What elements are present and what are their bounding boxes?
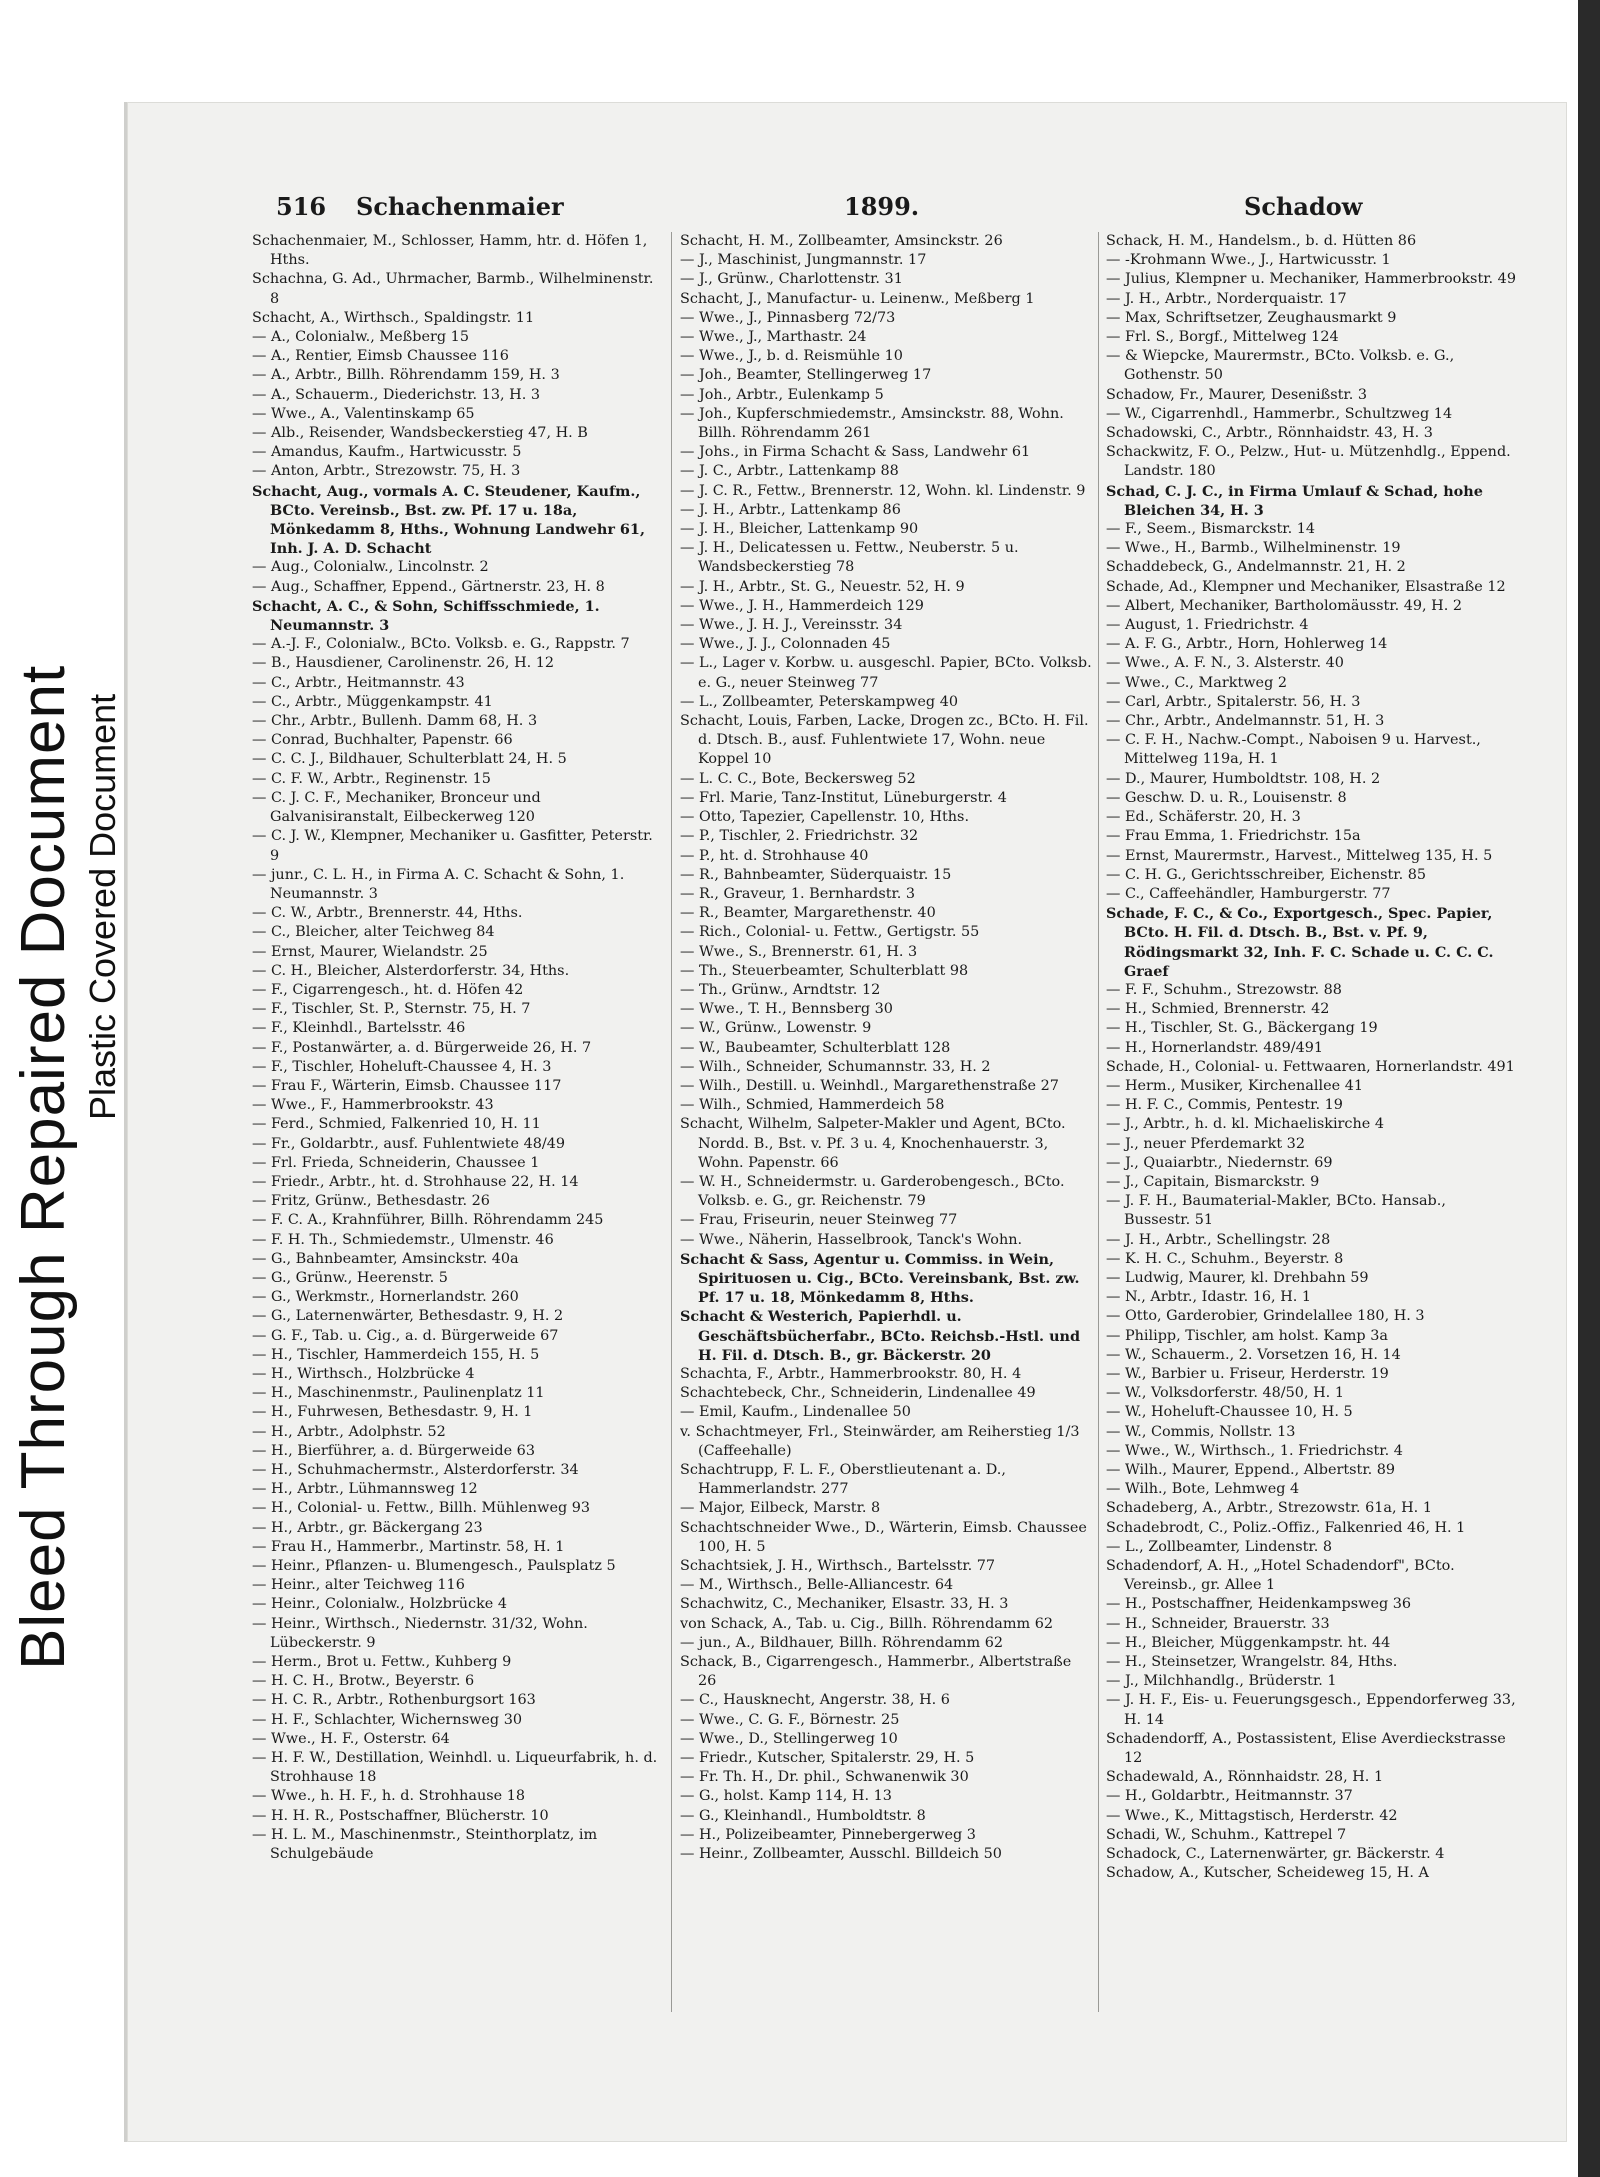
directory-entry: — G., Laternenwärter, Bethesdastr. 9, H. 2 bbox=[252, 1308, 564, 1325]
directory-entry: — C. F. W., Arbtr., Reginenstr. 15 bbox=[252, 770, 491, 787]
directory-entry: — L., Zollbeamter, Lindenstr. 8 bbox=[1106, 1538, 1333, 1555]
directory-entry: — J. H., Delicatessen u. Fettw., Neuberstr. 5 u. Wandsbeckerstieg 78 bbox=[680, 540, 1019, 576]
directory-entry: — Heinr., Colonialw., Holzbrücke 4 bbox=[252, 1596, 508, 1613]
directory-entry: — C. J. W., Klempner, Mechaniker u. Gasfitter, Peterstr. 9 bbox=[252, 828, 653, 864]
directory-entry: — Aug., Schaffner, Eppend., Gärtnerstr. 23, H. 8 bbox=[252, 578, 605, 595]
directory-entry: — R., Beamter, Margarethenstr. 40 bbox=[680, 905, 936, 922]
directory-entry: — Wwe., K., Mittagstisch, Herderstr. 42 bbox=[1106, 1807, 1398, 1824]
directory-entry: — F. F., Schuhm., Strezowstr. 88 bbox=[1106, 981, 1342, 998]
page-header bbox=[124, 192, 1564, 232]
directory-entry: — G. F., Tab. u. Cig., a. d. Bürgerweide 67 bbox=[252, 1327, 559, 1344]
scan-condition-label-secondary: Plastic Covered Document bbox=[82, 693, 123, 1120]
directory-entry: — W., Hoheluft-Chaussee 10, H. 5 bbox=[1106, 1404, 1353, 1421]
directory-entry: — H., Arbtr., Lühmannsweg 12 bbox=[252, 1481, 478, 1498]
directory-entry: — Wwe., C. G. F., Börnestr. 25 bbox=[680, 1711, 900, 1728]
directory-entry: — W., Grünw., Lowenstr. 9 bbox=[680, 1020, 872, 1037]
directory-entry: — F., Seem., Bismarckstr. 14 bbox=[1106, 521, 1316, 538]
directory-entry: — F., Kleinhdl., Bartelsstr. 46 bbox=[252, 1020, 466, 1037]
directory-entry: — Ed., Schäferstr. 20, H. 3 bbox=[1106, 809, 1301, 826]
directory-entry: — Wwe., Näherin, Hasselbrook, Tanck's Wohn. bbox=[680, 1231, 1023, 1248]
directory-entry: — J. H., Bleicher, Lattenkamp 90 bbox=[680, 521, 919, 538]
directory-entry: — Fritz, Grünw., Bethesdastr. 26 bbox=[252, 1193, 490, 1210]
directory-entry: Schadowski, C., Arbtr., Rönnhaidstr. 43, H. 3 bbox=[1106, 425, 1433, 442]
directory-entry: — H. F., Schlachter, Wichernsweg 30 bbox=[252, 1711, 523, 1728]
directory-entry: — H., Steinsetzer, Wrangelstr. 84, Hths. bbox=[1106, 1654, 1398, 1671]
directory-entry: — H., Fuhrwesen, Bethesdastr. 9, H. 1 bbox=[252, 1404, 533, 1421]
directory-entry: Schadi, W., Schuhm., Kattrepel 7 bbox=[1106, 1826, 1347, 1843]
directory-entry: — C., Bleicher, alter Teichweg 84 bbox=[252, 924, 495, 941]
directory-entry: — P., Tischler, 2. Friedrichstr. 32 bbox=[680, 828, 919, 845]
directory-entry: — L., Lager v. Korbw. u. ausgeschl. Papier, BCto. Volksb. e. G., neuer Steinweg 77 bbox=[680, 655, 1092, 691]
directory-entry: — Wilh., Destill. u. Weinhdl., Margarethenstraße 27 bbox=[680, 1077, 1059, 1094]
directory-column-2 bbox=[680, 232, 1092, 2062]
directory-entry: — H., Goldarbtr., Heitmannstr. 37 bbox=[1106, 1788, 1353, 1805]
directory-entry: — Julius, Klempner u. Mechaniker, Hammerbrookstr. 49 bbox=[1106, 271, 1516, 288]
directory-entry: — Chr., Arbtr., Andelmannstr. 51, H. 3 bbox=[1106, 713, 1385, 730]
directory-entry: — J. H. F., Eis- u. Feuerungsgesch., Eppendorferweg 33, H. 14 bbox=[1106, 1692, 1516, 1728]
directory-entry: Schacht, Aug., vormals A. C. Steudener, Kaufm., BCto. Vereinsb., Bst. zw. Pf. 17 u. 18a, Mönkedamm 8, Hths., Wohnung Landwehr 61, Inh. J. A. D. Schacht bbox=[252, 482, 645, 558]
directory-entry: — W., Barbier u. Friseur, Herderstr. 19 bbox=[1106, 1365, 1389, 1382]
directory-entry: — J. C. R., Fettw., Brennerstr. 12, Wohn. kl. Lindenstr. 9 bbox=[680, 482, 1086, 499]
directory-entry: — Wilh., Schneider, Schumannstr. 33, H. 2 bbox=[680, 1058, 991, 1075]
directory-entry: Schade, H., Colonial- u. Fettwaaren, Hornerlandstr. 491 bbox=[1106, 1058, 1515, 1075]
directory-entry: — August, 1. Friedrichstr. 4 bbox=[1106, 617, 1309, 634]
directory-entry: — Rich., Colonial- u. Fettw., Gertigstr. 55 bbox=[680, 924, 980, 941]
directory-entry: — C. J. C. F., Mechaniker, Bronceur und Galvanisiranstalt, Eilbeckerweg 120 bbox=[252, 789, 541, 826]
directory-entry: — G., Werkmstr., Hornerlandstr. 260 bbox=[252, 1289, 519, 1306]
directory-entry: — Joh., Kupferschmiedemstr., Amsinckstr. 88, Wohn. Billh. Röhrendamm 261 bbox=[680, 405, 1064, 442]
directory-entry: — Wwe., C., Marktweg 2 bbox=[1106, 674, 1288, 691]
directory-entry: — Wilh., Schmied, Hammerdeich 58 bbox=[680, 1097, 945, 1114]
directory-entry: — H., Maschinenmstr., Paulinenplatz 11 bbox=[252, 1385, 545, 1402]
directory-entry: — Wilh., Bote, Lehmweg 4 bbox=[1106, 1481, 1300, 1498]
directory-entry: Schadeberg, A., Arbtr., Strezowstr. 61a, H. 1 bbox=[1106, 1500, 1432, 1517]
directory-entry: — J. H., Arbtr., St. G., Neuestr. 52, H. 9 bbox=[680, 578, 965, 595]
directory-entry: — Albert, Mechaniker, Bartholomäusstr. 49, H. 2 bbox=[1106, 597, 1463, 614]
directory-entry: — Joh., Beamter, Stellingerweg 17 bbox=[680, 367, 932, 384]
directory-entry: — H., Postschaffner, Heidenkampsweg 36 bbox=[1106, 1596, 1412, 1613]
directory-entry: — Fr., Goldarbtr., ausf. Fuhlentwiete 48/49 bbox=[252, 1135, 566, 1152]
directory-entry: Schacht, A. C., & Sohn, Schiffsschmiede, 1. Neumannstr. 3 bbox=[252, 597, 600, 635]
year-heading: 1899. bbox=[844, 192, 920, 221]
directory-entry: — C., Hausknecht, Angerstr. 38, H. 6 bbox=[680, 1692, 950, 1709]
directory-entry: — H., Tischler, St. G., Bäckergang 19 bbox=[1106, 1020, 1378, 1037]
directory-entry: — Frau F., Wärterin, Eimsb. Chaussee 117 bbox=[252, 1077, 562, 1094]
directory-entry: Schachtebeck, Chr., Schneiderin, Lindenallee 49 bbox=[680, 1385, 1036, 1402]
directory-entry: — J., Capitain, Bismarckstr. 9 bbox=[1106, 1173, 1320, 1190]
directory-entry: — W., Volksdorferstr. 48/50, H. 1 bbox=[1106, 1385, 1344, 1402]
directory-entry: — Ernst, Maurermstr., Harvest., Mittelweg 135, H. 5 bbox=[1106, 847, 1493, 864]
directory-entry: Schacht, Louis, Farben, Lacke, Drogen zc., BCto. H. Fil. d. Dtsch. B., ausf. Fuhlentwiete 17, Wohn. neue Koppel 10 bbox=[680, 713, 1089, 768]
scan-edge-bar bbox=[1578, 0, 1600, 2177]
scan-condition-label-main: Bleed Through Repaired Document bbox=[9, 664, 78, 1670]
directory-entry: — H., Hornerlandstr. 489/491 bbox=[1106, 1039, 1324, 1056]
directory-entry: — H., Bierführer, a. d. Bürgerweide 63 bbox=[252, 1442, 535, 1459]
directory-entry: — W., Commis, Nollstr. 13 bbox=[1106, 1423, 1296, 1440]
directory-entry: — C., Caffeehändler, Hamburgerstr. 77 bbox=[1106, 885, 1391, 902]
directory-entry: — Wwe., H., Barmb., Wilhelminenstr. 19 bbox=[1106, 540, 1401, 557]
directory-entry: — Major, Eilbeck, Marstr. 8 bbox=[680, 1500, 881, 1517]
directory-entry: — J., Maschinist, Jungmannstr. 17 bbox=[680, 252, 927, 269]
directory-entry: — Wwe., D., Stellingerweg 10 bbox=[680, 1730, 898, 1747]
directory-entry: — G., Grünw., Heerenstr. 5 bbox=[252, 1269, 448, 1286]
directory-entry: Schad, C. J. C., in Firma Umlauf & Schad, hohe Bleichen 34, H. 3 bbox=[1106, 482, 1483, 519]
directory-entry: — W., Cigarrenhdl., Hammerbr., Schultzweg 14 bbox=[1106, 405, 1453, 422]
directory-entry: von Schack, A., Tab. u. Cig., Billh. Röhrendamm 62 bbox=[680, 1615, 1054, 1632]
directory-entry: Schadendorff, A., Postassistent, Elise Averdieckstrasse 12 bbox=[1106, 1730, 1506, 1767]
directory-entry: — H., Arbtr., Adolphstr. 52 bbox=[252, 1423, 446, 1440]
column-rule bbox=[671, 232, 672, 2012]
directory-entry: — Ernst, Maurer, Wielandstr. 25 bbox=[252, 943, 488, 960]
directory-entry: — Johs., in Firma Schacht & Sass, Landwehr 61 bbox=[680, 444, 1031, 461]
directory-entry: — J., Quaiarbtr., Niedernstr. 69 bbox=[1106, 1154, 1333, 1171]
directory-entry: — F., Tischler, Hoheluft-Chaussee 4, H. 3 bbox=[252, 1058, 552, 1075]
directory-entry: — H., Bleicher, Müggenkampstr. ht. 44 bbox=[1106, 1634, 1391, 1651]
directory-entry: — Friedr., Kutscher, Spitalerstr. 29, H. 5 bbox=[680, 1750, 975, 1767]
directory-entry: Schadow, Fr., Maurer, Desenißstr. 3 bbox=[1106, 386, 1368, 403]
directory-entry: — Wwe., W., Wirthsch., 1. Friedrichstr. 4 bbox=[1106, 1442, 1403, 1459]
directory-entry: — H. C. H., Brotw., Beyerstr. 6 bbox=[252, 1673, 475, 1690]
directory-entry: — Wwe., A., Valentinskamp 65 bbox=[252, 405, 475, 422]
directory-entry: — A. F. G., Arbtr., Horn, Hohlerweg 14 bbox=[1106, 636, 1388, 653]
directory-entry: — Fr. Th. H., Dr. phil., Schwanenwik 30 bbox=[680, 1769, 969, 1786]
directory-entry: — Conrad, Buchhalter, Papenstr. 66 bbox=[252, 732, 513, 749]
directory-entry: — J., Milchhandlg., Brüderstr. 1 bbox=[1106, 1673, 1337, 1690]
directory-entry: — C. C. J., Bildhauer, Schulterblatt 24, H. 5 bbox=[252, 751, 567, 768]
directory-entry: — Frau H., Hammerbr., Martinstr. 58, H. 1 bbox=[252, 1538, 565, 1555]
directory-entry: — Emil, Kaufm., Lindenallee 50 bbox=[680, 1404, 911, 1421]
directory-entry: — F. H. Th., Schmiedemstr., Ulmenstr. 46 bbox=[252, 1231, 554, 1248]
directory-entry: — B., Hausdiener, Carolinenstr. 26, H. 12 bbox=[252, 655, 555, 672]
directory-entry: — H. L. M., Maschinenmstr., Steinthorplatz, im Schulgebäude bbox=[252, 1826, 598, 1863]
directory-entry: — H., Wirthsch., Holzbrücke 4 bbox=[252, 1365, 475, 1382]
directory-entry: Schackwitz, F. O., Pelzw., Hut- u. Mützenhdlg., Eppend. Landstr. 180 bbox=[1106, 444, 1511, 480]
directory-entry: Schacht & Sass, Agentur u. Commiss. in Wein, Spirituosen u. Cig., BCto. Vereinsbank, Bst. zw. Pf. 17 u. 18, Mönkedamm 8, Hths. bbox=[680, 1250, 1080, 1307]
directory-entry: — D., Maurer, Humboldtstr. 108, H. 2 bbox=[1106, 770, 1381, 787]
directory-entry: — Wwe., T. H., Bennsberg 30 bbox=[680, 1001, 893, 1018]
directory-entry: — Heinr., Pflanzen- u. Blumengesch., Paulsplatz 5 bbox=[252, 1558, 616, 1575]
directory-entry: — Anton, Arbtr., Strezowstr. 75, H. 3 bbox=[252, 463, 521, 480]
directory-entry: — C., Arbtr., Heitmannstr. 43 bbox=[252, 674, 465, 691]
directory-entry: — Carl, Arbtr., Spitalerstr. 56, H. 3 bbox=[1106, 693, 1361, 710]
directory-entry: — F. C. A., Krahnführer, Billh. Röhrendamm 245 bbox=[252, 1212, 604, 1229]
directory-entry: — H. F. C., Commis, Pentestr. 19 bbox=[1106, 1097, 1343, 1114]
directory-entry: — F., Cigarrengesch., ht. d. Höfen 42 bbox=[252, 981, 524, 998]
directory-column-1 bbox=[252, 232, 662, 2062]
directory-entry: — R., Bahnbeamter, Süderquaistr. 15 bbox=[680, 866, 952, 883]
directory-entry: Schachtsiek, J. H., Wirthsch., Bartelsstr. 77 bbox=[680, 1558, 996, 1575]
directory-column-3 bbox=[1106, 232, 1516, 2062]
directory-entry: — H. H. R., Postschaffner, Blücherstr. 10 bbox=[252, 1807, 549, 1824]
directory-entry: Schachenmaier, M., Schlosser, Hamm, htr. d. Höfen 1, Hths. bbox=[252, 233, 648, 269]
directory-entry: — A.-J. F., Colonialw., BCto. Volksb. e. G., Rappstr. 7 bbox=[252, 636, 630, 653]
column-rule bbox=[1098, 232, 1099, 2012]
directory-entry: — Heinr., alter Teichweg 116 bbox=[252, 1577, 465, 1594]
directory-entry: Schaddebeck, G., Andelmannstr. 21, H. 2 bbox=[1106, 559, 1406, 576]
directory-entry: — G., Kleinhandl., Humboldtstr. 8 bbox=[680, 1807, 926, 1824]
directory-entry: — J., Arbtr., h. d. kl. Michaeliskirche 4 bbox=[1106, 1116, 1385, 1133]
directory-entry: — J. H., Arbtr., Norderquaistr. 17 bbox=[1106, 290, 1347, 307]
directory-entry: — Heinr., Wirthsch., Niedernstr. 31/32, Wohn. Lübeckerstr. 9 bbox=[252, 1615, 588, 1651]
directory-entry: Schadow, A., Kutscher, Scheideweg 15, H. A bbox=[1106, 1865, 1429, 1882]
directory-entry: Schacht, J., Manufactur- u. Leinenw., Meßberg 1 bbox=[680, 290, 1035, 307]
directory-entry: Schadewald, A., Rönnhaidstr. 28, H. 1 bbox=[1106, 1769, 1384, 1786]
directory-entry: — jun., A., Bildhauer, Billh. Röhrendamm 62 bbox=[680, 1634, 1004, 1651]
directory-entry: — Herm., Brot u. Fettw., Kuhberg 9 bbox=[252, 1654, 512, 1671]
directory-entry: — K. H. C., Schuhm., Beyerstr. 8 bbox=[1106, 1250, 1344, 1267]
directory-entry: — F., Tischler, St. P., Sternstr. 75, H. 7 bbox=[252, 1001, 531, 1018]
directory-entry: — Wwe., J., Pinnasberg 72/73 bbox=[680, 309, 896, 326]
directory-entry: — Wwe., F., Hammerbrookstr. 43 bbox=[252, 1097, 494, 1114]
directory-entry: — H., Schmied, Brennerstr. 42 bbox=[1106, 1001, 1330, 1018]
directory-entry: — Ferd., Schmied, Falkenried 10, H. 11 bbox=[252, 1116, 541, 1133]
directory-entry: — Wwe., J. H. J., Vereinsstr. 34 bbox=[680, 617, 903, 634]
directory-entry: — G., Bahnbeamter, Amsinckstr. 40a bbox=[252, 1250, 519, 1267]
directory-entry: Schack, B., Cigarrengesch., Hammerbr., Albertstraße 26 bbox=[680, 1654, 1072, 1690]
directory-entry: — A., Schauerm., Diederichstr. 13, H. 3 bbox=[252, 386, 541, 403]
directory-entry: — L., Zollbeamter, Peterskampweg 40 bbox=[680, 693, 959, 710]
directory-entry: — H., Arbtr., gr. Bäckergang 23 bbox=[252, 1519, 483, 1536]
directory-entry: — junr., C. L. H., in Firma A. C. Schacht & Sohn, 1. Neumannstr. 3 bbox=[252, 866, 625, 902]
directory-entry: — Frl. S., Borgf., Mittelweg 124 bbox=[1106, 329, 1339, 346]
directory-entry: — M., Wirthsch., Belle-Alliancestr. 64 bbox=[680, 1577, 954, 1594]
directory-entry: — Wwe., H. F., Osterstr. 64 bbox=[252, 1730, 450, 1747]
directory-entry: — H. F. W., Destillation, Weinhdl. u. Liqueurfabrik, h. d. Strohhause 18 bbox=[252, 1750, 658, 1786]
directory-entry: — G., holst. Kamp 114, H. 13 bbox=[680, 1788, 892, 1805]
directory-entry: — H., Polizeibeamter, Pinnebergerweg 3 bbox=[680, 1826, 976, 1843]
directory-entry: Schacht, A., Wirthsch., Spaldingstr. 11 bbox=[252, 309, 535, 326]
directory-entry: — H., Schuhmachermstr., Alsterdorferstr. 34 bbox=[252, 1462, 579, 1478]
directory-entry: — Chr., Arbtr., Bullenh. Damm 68, H. 3 bbox=[252, 713, 538, 730]
left-running-head: Schachenmaier bbox=[356, 192, 564, 221]
directory-entry: — Wwe., A. F. N., 3. Alsterstr. 40 bbox=[1106, 655, 1344, 672]
directory-entry: — Frau, Friseurin, neuer Steinweg 77 bbox=[680, 1212, 958, 1229]
directory-entry: — Joh., Arbtr., Eulenkamp 5 bbox=[680, 386, 884, 403]
directory-entry: — J., neuer Pferdemarkt 32 bbox=[1106, 1135, 1305, 1152]
directory-entry: v. Schachtmeyer, Frl., Steinwärder, am Reiherstieg 1/3 (Caffeehalle) bbox=[680, 1423, 1080, 1459]
directory-entry: — Th., Steuerbeamter, Schulterblatt 98 bbox=[680, 962, 969, 979]
directory-entry: — Amandus, Kaufm., Hartwicusstr. 5 bbox=[252, 444, 522, 461]
directory-entry: — C. H., Bleicher, Alsterdorferstr. 34, Hths. bbox=[252, 962, 570, 979]
directory-entry: — Wwe., J., b. d. Reismühle 10 bbox=[680, 348, 903, 365]
directory-entry: Schachwitz, C., Mechaniker, Elsastr. 33, H. 3 bbox=[680, 1596, 1009, 1613]
directory-entry: — C. H. G., Gerichtsschreiber, Eichenstr. 85 bbox=[1106, 866, 1427, 883]
directory-entry: — H., Colonial- u. Fettw., Billh. Mühlenweg 93 bbox=[252, 1500, 591, 1517]
directory-entry: — & Wiepcke, Maurermstr., BCto. Volksb. e. G., Gothenstr. 50 bbox=[1106, 348, 1455, 384]
directory-entry: Schadebrodt, C., Poliz.-Offiz., Falkenried 46, H. 1 bbox=[1106, 1519, 1466, 1536]
directory-entry: — Frl. Frieda, Schneiderin, Chaussee 1 bbox=[252, 1154, 540, 1171]
directory-entry: Schadock, C., Laternenwärter, gr. Bäckerstr. 4 bbox=[1106, 1846, 1445, 1863]
directory-entry: — F., Postanwärter, a. d. Bürgerweide 26, H. 7 bbox=[252, 1039, 592, 1056]
page-number: 516 bbox=[276, 192, 327, 221]
directory-entry: — A., Arbtr., Billh. Röhrendamm 159, H. 3 bbox=[252, 367, 560, 384]
directory-entry: — Aug., Colonialw., Lincolnstr. 2 bbox=[252, 559, 489, 576]
directory-entry: — Alb., Reisender, Wandsbeckerstieg 47, H. B bbox=[252, 425, 588, 442]
directory-entry: — A., Colonialw., Meßberg 15 bbox=[252, 329, 469, 346]
directory-entry: — Ludwig, Maurer, kl. Drehbahn 59 bbox=[1106, 1269, 1369, 1286]
scan-condition-labels bbox=[0, 580, 140, 1700]
directory-entry: — Wwe., J. H., Hammerdeich 129 bbox=[680, 597, 924, 614]
directory-entry: — W., Baubeamter, Schulterblatt 128 bbox=[680, 1039, 951, 1056]
right-running-head: Schadow bbox=[1244, 192, 1363, 221]
directory-entry: — Herm., Musiker, Kirchenallee 41 bbox=[1106, 1077, 1363, 1094]
directory-entry: — J. F. H., Baumaterial-Makler, BCto. Hansab., Bussestr. 51 bbox=[1106, 1193, 1446, 1229]
directory-entry: — Geschw. D. u. R., Louisenstr. 8 bbox=[1106, 789, 1347, 806]
directory-entry: Schacht, H. M., Zollbeamter, Amsinckstr. 26 bbox=[680, 233, 1003, 249]
directory-entry: — Wwe., J. J., Colonnaden 45 bbox=[680, 636, 891, 653]
directory-entry: Schade, F. C., & Co., Exportgesch., Spec. Papier, BCto. H. Fil. d. Dtsch. B., Bst. v. Pf. 9, Rödingsmarkt 32, Inh. F. C. Schade u. C. C. C. Graef bbox=[1106, 905, 1494, 980]
directory-entry: — W., Schauerm., 2. Vorsetzen 16, H. 14 bbox=[1106, 1346, 1401, 1363]
directory-entry: — R., Graveur, 1. Bernhardstr. 3 bbox=[680, 885, 916, 902]
directory-entry: — Otto, Tapezier, Capellenstr. 10, Hths. bbox=[680, 809, 970, 826]
directory-entry: — -Krohmann Wwe., J., Hartwicusstr. 1 bbox=[1106, 252, 1391, 269]
directory-entry: — C. W., Arbtr., Brennerstr. 44, Hths. bbox=[252, 905, 523, 922]
directory-entry: — Wwe., J., Marthastr. 24 bbox=[680, 329, 867, 346]
directory-entry: — Heinr., Zollbeamter, Ausschl. Billdeich 50 bbox=[680, 1846, 1002, 1863]
directory-entry: — P., ht. d. Strohhause 40 bbox=[680, 847, 869, 864]
directory-entry: — Wwe., h. H. F., h. d. Strohhause 18 bbox=[252, 1788, 526, 1805]
directory-entry: — H., Tischler, Hammerdeich 155, H. 5 bbox=[252, 1346, 540, 1363]
directory-entry: — Frau Emma, 1. Friedrichstr. 15a bbox=[1106, 828, 1361, 845]
directory-entry: Schachtrupp, F. L. F., Oberstlieutenant a. D., Hammerlandstr. 277 bbox=[680, 1462, 1006, 1498]
directory-entry: Schachta, F., Arbtr., Hammerbrookstr. 80, H. 4 bbox=[680, 1365, 1022, 1382]
directory-entry: — W. H., Schneidermstr. u. Garderobengesch., BCto. Volksb. e. G., gr. Reichenstr. 79 bbox=[680, 1173, 1065, 1210]
directory-entry: — Otto, Garderobier, Grindelallee 180, H. 3 bbox=[1106, 1308, 1425, 1325]
directory-entry: — Wwe., S., Brennerstr. 61, H. 3 bbox=[680, 943, 918, 960]
directory-entry: Schachtschneider Wwe., D., Wärterin, Eimsb. Chaussee 100, H. 5 bbox=[680, 1519, 1087, 1555]
directory-entry: — C., Arbtr., Müggenkampstr. 41 bbox=[252, 693, 493, 710]
directory-entry: — H. C. R., Arbtr., Rothenburgsort 163 bbox=[252, 1692, 536, 1709]
directory-entry: — C. F. H., Nachw.-Compt., Naboisen 9 u. Harvest., Mittelweg 119a, H. 1 bbox=[1106, 732, 1481, 768]
directory-entry: Schachna, G. Ad., Uhrmacher, Barmb., Wilhelminenstr. 8 bbox=[252, 271, 654, 307]
directory-entry: — H., Schneider, Brauerstr. 33 bbox=[1106, 1615, 1330, 1632]
directory-entry: — Philipp, Tischler, am holst. Kamp 3a bbox=[1106, 1327, 1388, 1344]
directory-entry: — Max, Schriftsetzer, Zeughausmarkt 9 bbox=[1106, 309, 1397, 326]
directory-entry: — L. C. C., Bote, Beckersweg 52 bbox=[680, 770, 916, 787]
directory-entry: — Wilh., Maurer, Eppend., Albertstr. 89 bbox=[1106, 1462, 1396, 1478]
directory-entry: — J. C., Arbtr., Lattenkamp 88 bbox=[680, 463, 899, 480]
directory-entry: Schacht, Wilhelm, Salpeter-Makler und Agent, BCto. Nordd. B., Bst. v. Pf. 3 u. 4, Knochenhauerstr. 3, Wohn. Papenstr. 66 bbox=[680, 1116, 1066, 1171]
directory-entry: Schadendorf, A. H., „Hotel Schadendorf", BCto. Vereinsb., gr. Allee 1 bbox=[1106, 1558, 1455, 1594]
directory-entry: Schack, H. M., Handelsm., b. d. Hütten 86 bbox=[1106, 233, 1417, 249]
directory-entry: Schade, Ad., Klempner und Mechaniker, Elsastraße 12 bbox=[1106, 578, 1506, 595]
directory-entry: — Friedr., Arbtr., ht. d. Strohhause 22, H. 14 bbox=[252, 1173, 579, 1190]
directory-entry: — Frl. Marie, Tanz-Institut, Lüneburgerstr. 4 bbox=[680, 789, 1007, 806]
directory-entry: — N., Arbtr., Idastr. 16, H. 1 bbox=[1106, 1289, 1312, 1306]
directory-entry: Schacht & Westerich, Papierhdl. u. Geschäftsbücherfabr., BCto. Reichsb.-Hstl. und H. Fil. d. Dtsch. B., gr. Bäckerstr. 20 bbox=[680, 1308, 1081, 1364]
directory-entry: — J. H., Arbtr., Schellingstr. 28 bbox=[1106, 1231, 1331, 1248]
directory-entry: — A., Rentier, Eimsb Chaussee 116 bbox=[252, 348, 509, 365]
directory-entry: — Th., Grünw., Arndtstr. 12 bbox=[680, 981, 881, 998]
directory-entry: — J. H., Arbtr., Lattenkamp 86 bbox=[680, 501, 901, 518]
directory-entry: — J., Grünw., Charlottenstr. 31 bbox=[680, 271, 903, 288]
